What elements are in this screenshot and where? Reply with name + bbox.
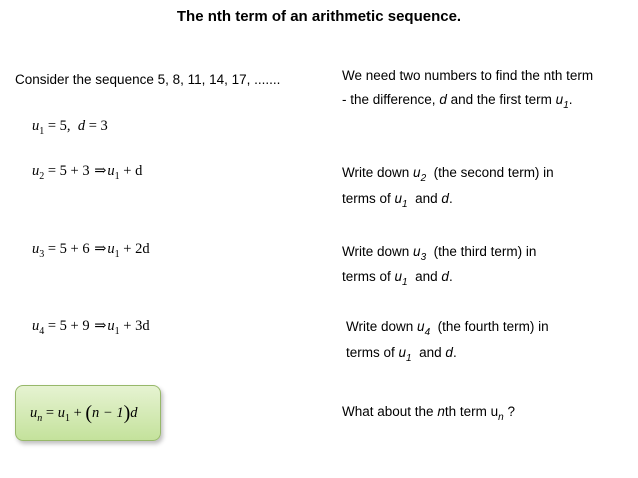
instruction-u3-line-1: Write down $u_3$ (the third term) in xyxy=(342,244,537,263)
instruction-u4-line-1: Write down $u_4$ (the fourth term) in xyxy=(346,319,549,338)
sequence-statement: Consider the sequence 5, 8, 11, 14, 17, ....... xyxy=(15,72,281,87)
page-title: The nth term of an arithmetic sequence. xyxy=(176,8,462,25)
instruction-u2-line-2: terms of $u_1$ and d. xyxy=(342,191,453,210)
intro-line-1: We need two numbers to find the nth term xyxy=(342,68,594,83)
nth-term-formula: $u_n = u_1 + (n - 1)d$ xyxy=(30,402,138,424)
nth-term-question: What about the nth term $u_n$ ? xyxy=(342,404,515,423)
instruction-u2-line-1: Write down $u_2$ (the second term) in xyxy=(342,165,554,184)
equation-u3: $u_3 = 5 + 6$ $\Rightarrow u_1 + 2d$ xyxy=(32,241,150,260)
instruction-u4-line-2: terms of $u_1$ and d. xyxy=(346,345,457,364)
instruction-u3-line-2: terms of $u_1$ and d. xyxy=(342,269,453,288)
equation-u4: $u_4 = 5 + 9$ $\Rightarrow u_1 + 3d$ xyxy=(32,318,150,337)
given-values: $u_1 = 5$, d = 3 xyxy=(32,118,108,137)
intro-line-2: - the difference, d and the first term $u_1$. xyxy=(342,92,573,111)
equation-u2: $u_2 = 5 + 3$ $\Rightarrow u_1 + d$ xyxy=(32,163,143,182)
